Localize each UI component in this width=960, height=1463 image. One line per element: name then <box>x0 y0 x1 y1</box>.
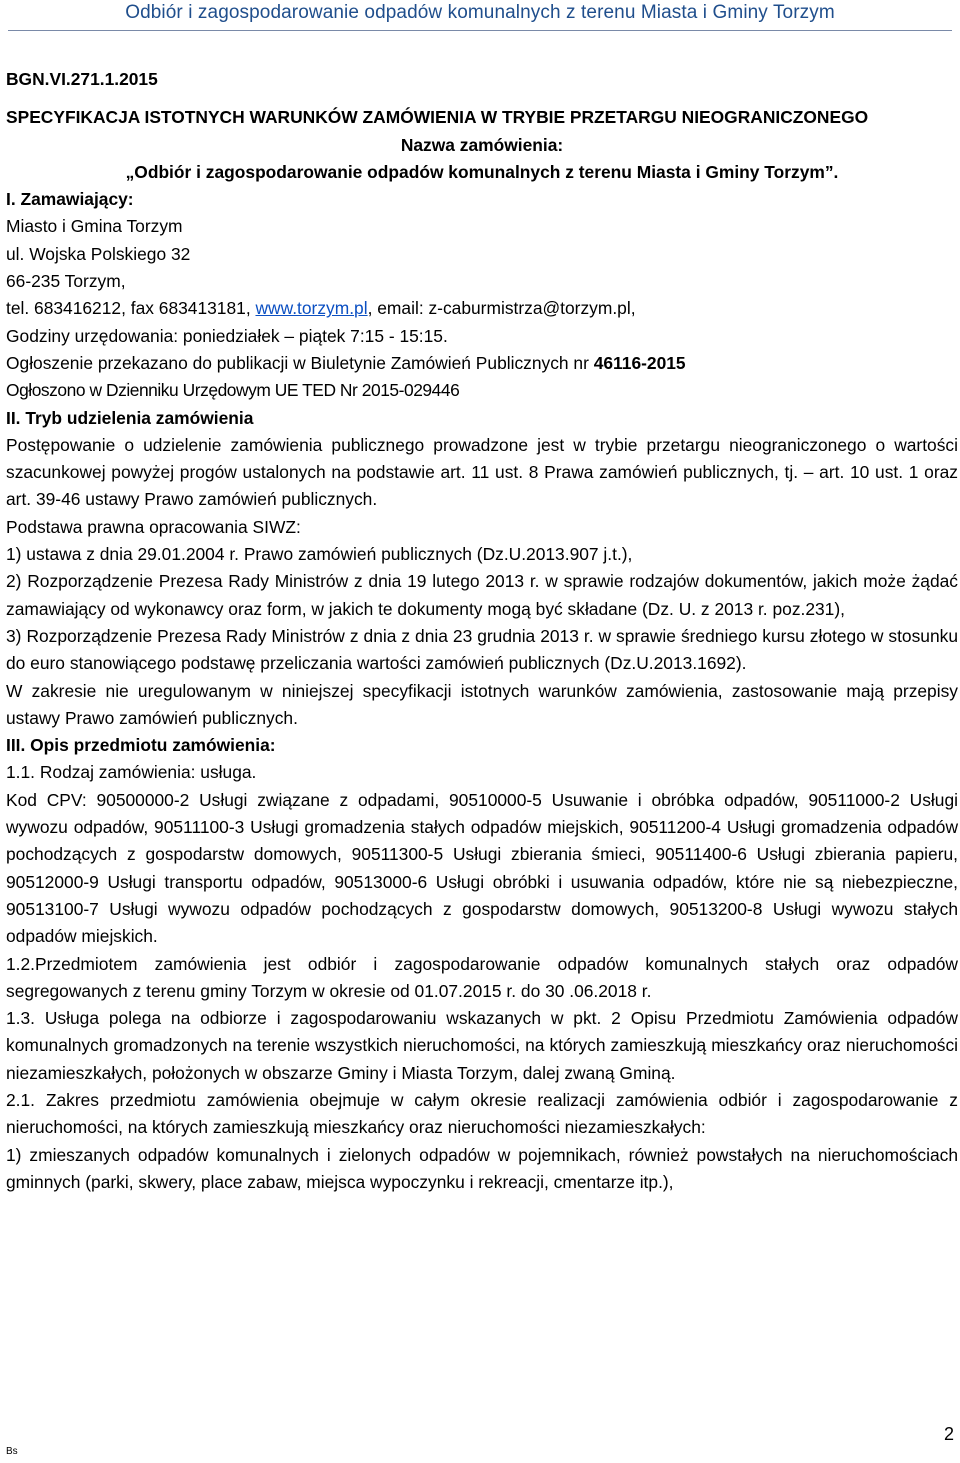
header-divider <box>8 30 952 31</box>
authority-name: Miasto i Gmina Torzym <box>6 216 183 237</box>
ted-notice: Ogłoszono w Dzienniku Urzędowym UE TED Nr 2015-029446 <box>6 380 460 401</box>
website-link[interactable]: www.torzym. <box>255 298 355 319</box>
authority-street: ul. Wojska Polskiego 32 <box>6 243 191 264</box>
paragraph-1-2: 1.2.Przedmiotem zamówienia jest odbiór i zagospodarowanie odpadów komunalnych stałych oraz odpadów segregowanych z terenu gminy Torzym w okresie od 01.07.2015 r. do 30 .06.2018 r. <box>6 953 958 1001</box>
page-number: 2 <box>943 1424 954 1444</box>
authority-postal: 66-235 Torzym, <box>6 271 126 292</box>
contact-email: , email: z-caburmistrza@torzym.pl, <box>367 298 636 319</box>
section-heading-contracting-authority: I. Zamawiający: <box>6 189 134 210</box>
footer-initials: Bs <box>6 1446 18 1457</box>
section-heading-subject: III. Opis przedmiotu zamówienia: <box>6 735 276 756</box>
legal-basis-item-1: 1) ustawa z dnia 29.01.2004 r. Prawo zamówień publicznych (Dz.U.2013.907 j.t.), <box>6 544 633 565</box>
legal-basis-item-3: 3) Rozporządzenie Prezesa Rady Ministrów z dnia z dnia 23 grudnia 2013 r. w sprawie średniego kursu złotego w stosunku do euro stanowiącego podstawę przeliczania wartości zamówień publicznych (Dz.U.2013.1692). <box>6 625 958 674</box>
authority-contact <box>6 295 958 322</box>
spec-title: SPECYFIKACJA ISTOTNYCH WARUNKÓW ZAMÓWIENIA W TRYBIE PRZETARGU NIEOGRANICZONEGO <box>6 107 869 128</box>
paragraph-1-1: 1.1. Rodzaj zamówienia: usługa. <box>6 762 257 783</box>
office-hours: Godziny urzędowania: poniedziałek – piątek 7:15 - 15:15. <box>6 325 448 346</box>
section-heading-procedure: II. Tryb udzielenia zamówienia <box>6 407 254 428</box>
paragraph-2-1: 2.1. Zakres przedmiotu zamówienia obejmuje w całym okresie realizacji zamówienia odbiór i zagospodarowanie z nieruchomości, na których zamieszkują mieszkańcy oraz nieruchomości niezamieszkałych: <box>6 1089 958 1138</box>
order-name: „Odbiór i zagospodarowanie odpadów komunalnych z terenu Miasta i Gminy Torzym”. <box>125 161 839 182</box>
paragraph-2-1-item-1: 1) zmieszanych odpadów komunalnych i zielonych odpadów w pojemnikach, również powstałych na nieruchomościach gminnych (parki, skwery, place zabaw, miejsca wypoczynku i rekreacji, cmentarze itp.), <box>6 1144 958 1192</box>
notice-publication <box>6 350 958 377</box>
contact-phone-fax: tel. 683416212, fax 683413181, <box>6 298 256 319</box>
running-header: Odbiór i zagospodarowanie odpadów komunalnych z terenu Miasta i Gminy Torzym <box>125 2 835 23</box>
procedure-description: Postępowanie o udzielenie zamówienia publicznego prowadzone jest w trybie przetargu nieograniczonego o wartości szacunkowej powyżej progów ustalonych na podstawie art. 11 ust. 8 Prawa zamówień publicznych, tj. – art. 10 ust. 1 oraz art. 39-46 ustawy Prawo zamówień publicznych. <box>6 434 958 510</box>
order-name-label: Nazwa zamówienia: <box>400 134 564 155</box>
cpv-codes: Kod CPV: 90500000-2 Usługi związane z odpadami, 90510000-5 Usuwanie i obróbka odpadów, 90511000-2 Usługi wywozu odpadów, 90511100-3 Usługi gromadzenia stałych odpadów miejskich, 90511200-4 Usługi gromadzenia odpadów pochodzących z gospodarstw domowych, 90511300-5 Usługi zbierania śmieci, 90511400-6 Usługi zbierania papieru, 90512000-9 Usługi transportu odpadów, 90513000-6 Usługi obróbki i usuwania odpadów, które nie są niebezpieczne, 90513100-7 Usługi wywozu odpadów pochodzących z gospodarstw domowych, 90513200-8 Usługi wywozu stałych odpadów miejskich. <box>6 789 958 947</box>
reference-number: BGN.VI.271.1.2015 <box>6 69 158 89</box>
unregulated-matters: W zakresie nie uregulowanym w niniejszej specyfikacji istotnych warunków zamówienia, zastosowanie mają przepisy ustawy Prawo zamówień publicznych. <box>6 680 958 728</box>
legal-basis-item-2: 2) Rozporządzenie Prezesa Rady Ministrów z dnia 19 lutego 2013 r. w sprawie rodzajów dokumentów, jakich może żądać zamawiający od wykonawcy oraz form, w jakich te dokumenty mogą być składane (Dz. U. z 2013 r. poz.231), <box>6 571 958 619</box>
paragraph-1-3: 1.3. Usługa polega na odbiorze i zagospodarowaniu wskazanych w pkt. 2 Opisu Przedmiotu Zamówienia odpadów komunalnych gromadzonych na terenie wszystkich nieruchomości, na których zamieszkują mieszkańcy oraz nieruchomości niezamieszkałych, położonych w obszarze Gminy i Miasta Torzym, dalej zwaną Gminą. <box>6 1008 958 1083</box>
notice-publication-text: Ogłoszenie przekazano do publikacji w Biuletynie Zamówień Publicznych nr <box>6 352 594 373</box>
website-link-tld[interactable]: pl <box>354 298 368 319</box>
document-body <box>6 66 958 1196</box>
legal-basis-label: Podstawa prawna opracowania SIWZ: <box>6 516 301 537</box>
notice-number: 46116-2015 <box>593 352 686 373</box>
